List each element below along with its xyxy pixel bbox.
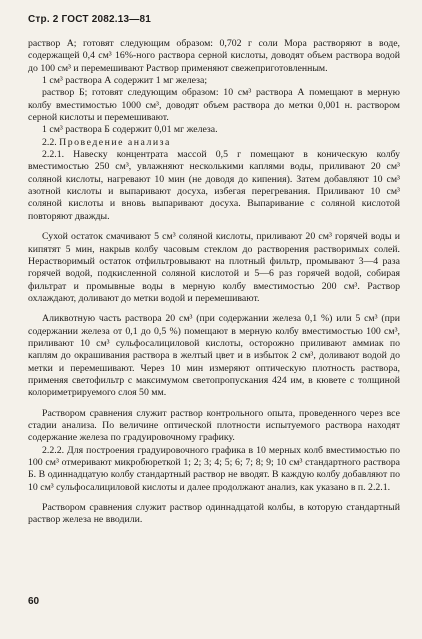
- page-header: Стр. 2 ГОСТ 2082.13—81: [28, 14, 151, 25]
- paragraph-reagent-b-note: 1 см³ раствора Б содержит 0,01 мг железа.: [42, 124, 218, 136]
- paragraph-2-2-1: 2.2.1. Навеску концентрата массой 0,5 г помещают в коническую колбу вместимостью 250 см³, увлажняют несколькими каплями воды, приливают 20 см³ соляной кислоты, нагревают 10 мин (не доводя до кипения). Затем добавляют 10 см³ азотной кислоты и выпаривают досуха, избегая перегревания. Приливают 10 см³ соляной кислоты и вновь выпаривают досуха. Выпаривание с соляной кислотой повторяют дважды.: [28, 149, 400, 222]
- paragraph-aliquot: Аликвотную часть раствора 20 см³ (при содержании железа 0,1 %) или 5 см³ (при содержании железа от 0,1 до 0,5 %) помещают в мерную колбу вместимостью 100 см³, приливают 10 см³ сульфосалициловой кислоты, осторожно приливают аммиак по каплям до окрашивания раствора в желтый цвет и в избыток 2 см³, доливают водой до метки и перемешивают. Через 10 мин измеряют оптическую плотность раствора, применяя светофильтр с максимумом светопропускания 424 им, в кювете с толщиной колориметрируемого слоя 50 мм.: [28, 313, 400, 399]
- paragraph-reagent-a: раствор А; готовят следующим образом: 0,702 г соли Мора растворяют в воде, содержащей 0,4 см³ 16%-ного раствора серной кислоты, доводят объем раствора водой до 100 см³ и перемешивают Раствор применяют свежеприготовленным.: [28, 38, 400, 74]
- paragraph-2-2-2: 2.2.2. Для построения градуировочного графика в 10 мерных колб вместимостью по 100 см³ отмеривают микробюреткой 1; 2; 3; 4; 5; 6; 7; 8; 9; 10 см³ стандартного раствора Б. В одиннадцатую колбу стандартный раствор не вводят. В каждую колбу добавляют по 10 см³ сульфосалициловой кислоты и далее продолжают анализ, как указано в п. 2.2.1.: [28, 444, 400, 493]
- document-body: [28, 38, 400, 527]
- paragraph-reference-flask: Раствором сравнения служит раствор одиннадцатой колбы, в которую стандартный раствор железа не вводили.: [28, 502, 400, 526]
- paragraph-reference-solution: Раствором сравнения служит раствор контрольного опыта, проведенного через все стадии анализа. По величине оптической плотности испытуемого раствора находят содержание железа по градуировочному графику.: [28, 407, 400, 444]
- paragraph-reagent-b: раствор Б; готовят следующим образом: 10 см³ раствора А помещают в мерную колбу вместимостью 1000 см³, доводят объем раствора до метки 0,001 н. раствором серной кислоты и перемешивают.: [28, 87, 400, 124]
- paragraph-reagent-a-note: 1 см³ раствора А содержит 1 мг железа;: [42, 75, 208, 87]
- section-number: 2.2.: [42, 136, 57, 148]
- paragraph-dry-residue: Сухой остаток смачивают 5 см³ соляной кислоты, приливают 20 см³ горячей воды и кипятят 5 мин, накрыв колбу часовым стеклом до растворения растворимых солей. Нерастворимый остаток отфильтровывают на плотный фильтр, промывают 3—4 раза горячей водой, подкисленной соляной кислотой и 5—6 раз горячей водой, собирая фильтрат и промывные воды в мерную колбу вместимостью 200 см³. Раствор охлаждают, доливают до метки водой и перемешивают.: [28, 231, 400, 304]
- section-heading: [28, 137, 400, 149]
- section-title: Проведение анализа: [59, 136, 171, 148]
- page-number: 60: [28, 596, 40, 607]
